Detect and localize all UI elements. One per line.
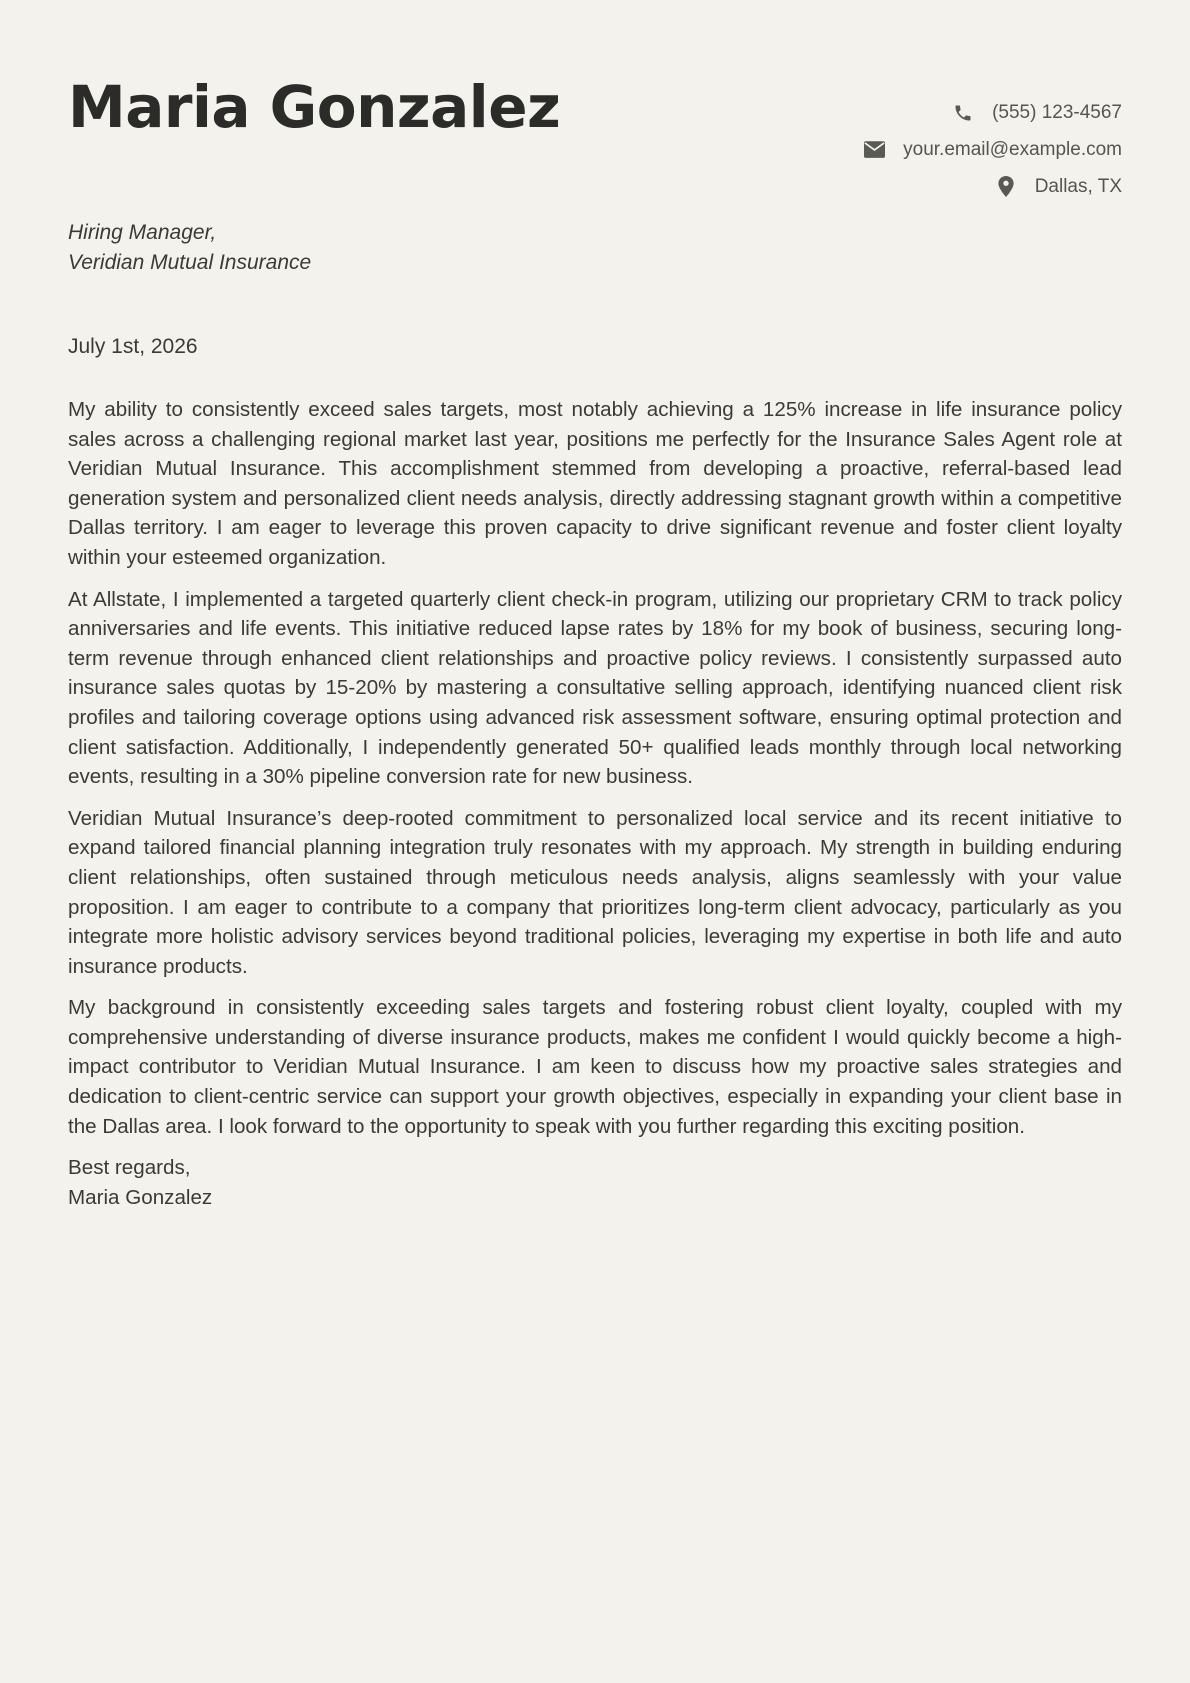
recipient-block xyxy=(68,218,311,278)
signature-name: Maria Gonzalez xyxy=(68,1185,213,1209)
closing-line: Best regards, xyxy=(68,1156,191,1180)
body-paragraph-1: My ability to consistently exceed sales targets, most notably achieving a 125% increase in life insurance policy sales across a challenging regional market last year, positions me perfectly for the Insurance Sales Agent role at Veridian Mutual Insurance. This accomplishment stemmed from developing a proactive, referral-based lead generation system and personalized client needs analysis, directly addressing stagnant growth within a competitive Dallas territory. I am eager to leverage this proven capacity to drive significant revenue and foster client loyalty within your esteemed organization. xyxy=(68,398,1122,569)
contact-email[interactable]: your.email@example.com xyxy=(903,138,1122,160)
body-paragraph-3: Veridian Mutual Insurance’s deep-rooted commitment to personalized local service and its recent initiative to expand tailored financial planning integration truly resonates with my approach. My strength in building enduring client relationships, often sustained through meticulous needs analysis, aligns seamlessly with your value proposition. I am eager to contribute to a company that prioritizes long-term client advocacy, particularly as you integrate more holistic advisory services beyond traditional policies, leveraging my expertise in both life and auto insurance products. xyxy=(68,806,1122,978)
letter-body xyxy=(68,395,1122,1212)
map-pin-icon xyxy=(995,176,1017,198)
contact-phone[interactable]: (555) 123-4567 xyxy=(992,101,1122,123)
envelope-icon xyxy=(863,139,885,161)
letter-date: July 1st, 2026 xyxy=(68,335,198,358)
contact-location: Dallas, TX xyxy=(1034,175,1122,197)
body-paragraph-4: My background in consistently exceeding sales targets and fostering robust client loyalty, coupled with my comprehensive understanding of diverse insurance products, makes me confident I would quickly become a high-impact contributor to Veridian Mutual Insurance. I am keen to discuss how my proactive sales strategies and dedication to client-centric service can support your growth objectives, especially in expanding your client base in the Dallas area. I look forward to the opportunity to speak with you further regarding this exciting position. xyxy=(68,996,1122,1138)
body-paragraph-2: At Allstate, I implemented a targeted quarterly client check-in program, utilizing our proprietary CRM to track policy anniversaries and life events. This initiative reduced lapse rates by 18% for my book of business, securing long-term revenue through enhanced client relationships and proactive policy reviews. I consistently surpassed auto insurance sales quotas by 15-20% by mastering a consultative selling approach, identifying nuanced client risk profiles and tailoring coverage options using advanced risk assessment software, ensuring optimal protection and client satisfaction. Additionally, I independently generated 50+ qualified leads monthly through local networking events, resulting in a 30% pipeline conversion rate for new business. xyxy=(68,587,1122,789)
contact-info xyxy=(863,94,1122,205)
letter-header xyxy=(68,0,1122,200)
recipient-title: Hiring Manager, xyxy=(68,221,217,244)
contact-location-row xyxy=(863,168,1122,205)
contact-phone-row xyxy=(863,94,1122,131)
signoff-block xyxy=(68,1153,1122,1212)
recipient-company: Veridian Mutual Insurance xyxy=(68,251,312,274)
contact-email-row xyxy=(863,131,1122,168)
phone-icon xyxy=(952,102,974,124)
sender-name: Maria Gonzalez xyxy=(68,73,561,141)
